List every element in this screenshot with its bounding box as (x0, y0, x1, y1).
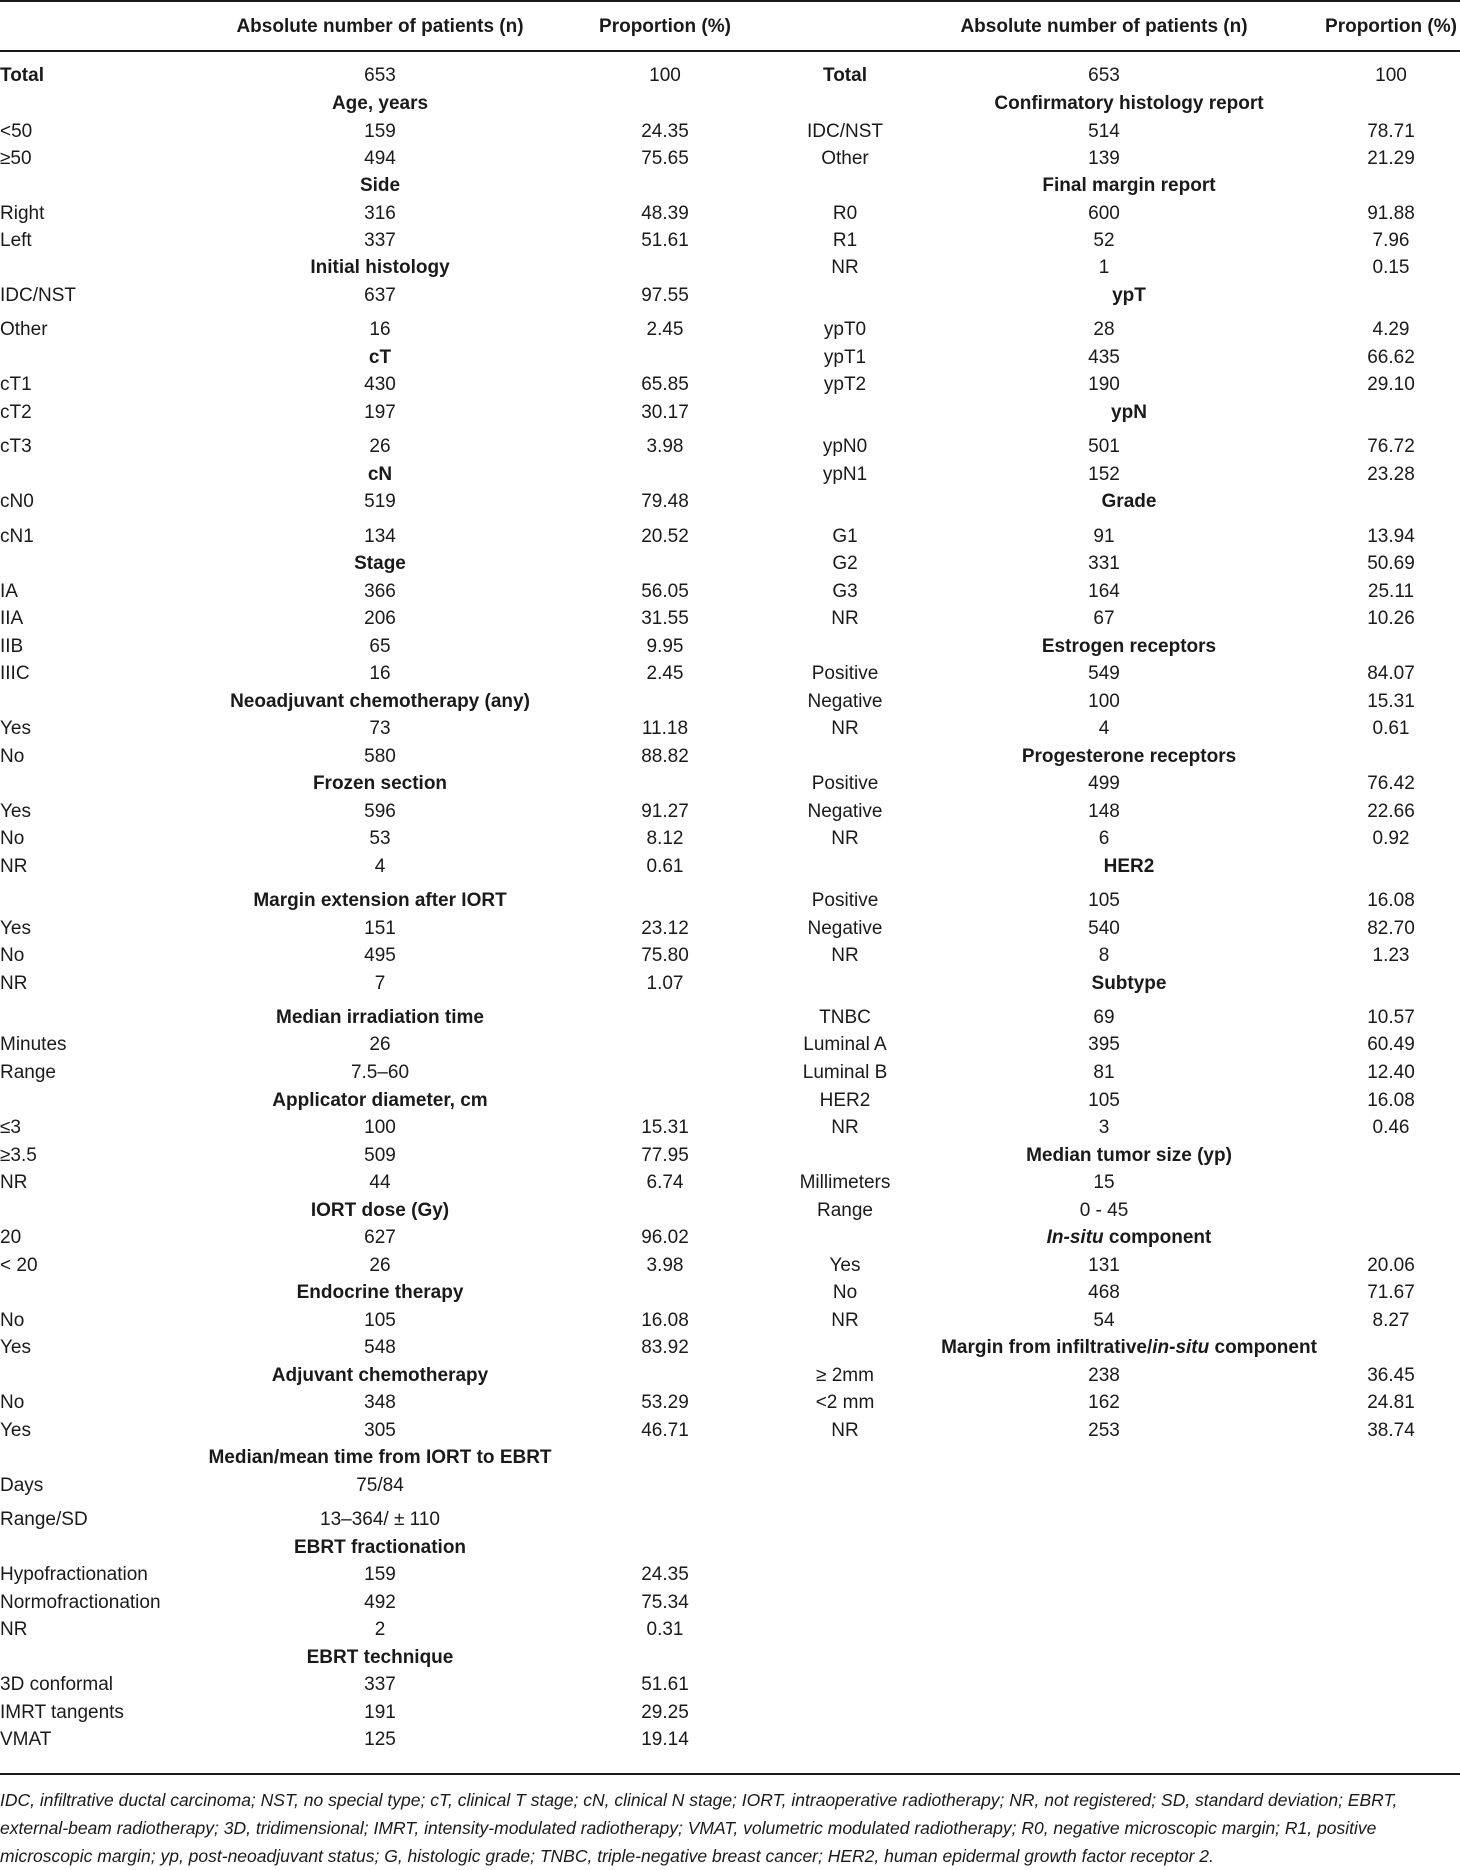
left-row-count: 65 (369, 636, 391, 657)
right-row-label: Positive (811, 663, 879, 684)
right-row-count: 238 (1088, 1365, 1120, 1386)
left-row-proportion: 6.74 (646, 1172, 684, 1193)
right-row-proportion: 91.88 (1367, 203, 1415, 224)
right-row-proportion: 8.27 (1372, 1310, 1410, 1331)
right-row-label: No (832, 1282, 858, 1303)
right-row-label: NR (831, 718, 859, 739)
right-section-heading: ypT (1112, 285, 1146, 306)
left-row-proportion: 75.65 (641, 148, 689, 169)
left-row-label: Total (0, 65, 44, 86)
left-section-heading: Age, years (331, 93, 429, 114)
left-row-label: NR (0, 856, 28, 877)
left-row-count: 316 (364, 203, 396, 224)
right-header-proportion: Proportion (%) (1325, 16, 1457, 37)
right-row-count: 0 - 45 (1079, 1200, 1129, 1221)
left-row-proportion: 2.45 (646, 663, 684, 684)
right-row-count: 67 (1093, 608, 1115, 629)
right-row-label: Negative (807, 801, 883, 822)
left-header-count: Absolute number of patients (n) (236, 16, 524, 37)
table-bottom-rule (0, 1773, 1460, 1775)
left-row-label: No (0, 945, 25, 966)
left-row-count: 197 (364, 402, 396, 423)
table-header-rule (0, 50, 1460, 52)
right-row-label: ypT0 (823, 319, 867, 340)
right-row-proportion: 60.49 (1367, 1034, 1415, 1055)
left-row-label: NR (0, 1619, 28, 1640)
left-row-proportion: 8.12 (646, 828, 684, 849)
right-section-heading: Median tumor size (yp) (1026, 1145, 1232, 1166)
right-row-count: 540 (1088, 918, 1120, 939)
left-row-label: < 20 (0, 1255, 38, 1276)
right-section-heading: In-situ component (1046, 1227, 1212, 1248)
right-row-label: Luminal A (803, 1034, 887, 1055)
right-row-count: 653 (1088, 65, 1120, 86)
right-row-count: 331 (1088, 553, 1120, 574)
left-row-label: No (0, 746, 25, 767)
right-row-proportion: 22.66 (1367, 801, 1415, 822)
left-row-count: 348 (364, 1392, 396, 1413)
right-row-proportion: 23.28 (1367, 464, 1415, 485)
left-row-proportion: 2.45 (646, 319, 684, 340)
right-row-count: 162 (1088, 1392, 1120, 1413)
right-row-proportion: 84.07 (1367, 663, 1415, 684)
right-row-proportion: 50.69 (1367, 553, 1415, 574)
right-row-label: Positive (811, 890, 879, 911)
left-row-count: 26 (369, 436, 391, 457)
right-row-label: ypN0 (822, 436, 868, 457)
right-row-label: NR (831, 257, 859, 278)
left-row-proportion: 24.35 (641, 1564, 689, 1585)
right-row-label: NR (831, 1420, 859, 1441)
left-row-count: 2 (374, 1619, 386, 1640)
left-section-heading: IORT dose (Gy) (310, 1200, 450, 1221)
left-row-count: 75/84 (356, 1475, 404, 1496)
left-row-label: Other (0, 319, 48, 340)
right-row-proportion: 10.26 (1367, 608, 1415, 629)
left-row-proportion: 56.05 (641, 581, 689, 602)
left-row-label: ≥50 (0, 148, 32, 169)
right-row-label: Millimeters (799, 1172, 891, 1193)
left-row-label: 3D conformal (0, 1674, 113, 1695)
right-row-proportion: 16.08 (1367, 890, 1415, 911)
left-row-label: Left (0, 230, 32, 251)
right-row-proportion: 0.61 (1372, 718, 1410, 739)
right-section-heading: Confirmatory histology report (994, 93, 1264, 114)
right-row-proportion: 12.40 (1367, 1062, 1415, 1083)
right-row-label: IDC/NST (807, 121, 883, 142)
left-row-label: IDC/NST (0, 285, 76, 306)
left-row-proportion: 30.17 (641, 402, 689, 423)
left-row-label: IIIC (0, 663, 30, 684)
left-row-label: Yes (0, 1420, 31, 1441)
left-row-label: ≥3.5 (0, 1145, 37, 1166)
left-section-heading: Neoadjuvant chemotherapy (any) (230, 691, 530, 712)
left-section-heading: Endocrine therapy (296, 1282, 464, 1303)
left-row-label: cT3 (0, 436, 32, 457)
left-row-count: 580 (364, 746, 396, 767)
right-row-count: 91 (1093, 526, 1115, 547)
right-row-count: 1 (1098, 257, 1110, 278)
left-row-proportion: 46.71 (641, 1420, 689, 1441)
right-row-proportion: 82.70 (1367, 918, 1415, 939)
right-section-heading: Grade (1101, 491, 1157, 512)
right-row-label: Positive (811, 773, 879, 794)
left-row-label: <50 (0, 121, 33, 142)
left-row-label: Yes (0, 801, 31, 822)
left-row-label: IIB (0, 636, 24, 657)
left-section-heading: Median/mean time from IORT to EBRT (208, 1447, 552, 1468)
right-row-label: Negative (807, 691, 883, 712)
right-row-proportion: 0.15 (1372, 257, 1410, 278)
right-row-proportion: 24.81 (1367, 1392, 1415, 1413)
right-row-label: G1 (832, 526, 858, 547)
right-row-label: NR (831, 945, 859, 966)
right-row-label: ypN1 (822, 464, 868, 485)
left-row-label: Hypofractionation (0, 1564, 148, 1585)
right-row-proportion: 25.11 (1367, 581, 1415, 602)
left-section-heading: cT (368, 347, 392, 368)
left-row-proportion: 9.95 (646, 636, 684, 657)
left-row-label: No (0, 1392, 25, 1413)
left-row-label: IIA (0, 608, 24, 629)
left-row-label: cN1 (0, 526, 34, 547)
left-row-label: Minutes (0, 1034, 67, 1055)
right-section-heading: Estrogen receptors (1041, 636, 1217, 657)
left-row-label: cT2 (0, 402, 32, 423)
right-row-count: 395 (1088, 1034, 1120, 1055)
right-row-count: 6 (1098, 828, 1110, 849)
left-row-count: 7 (374, 973, 386, 994)
table-footnote: IDC, infiltrative ductal carcinoma; NST, no special type; cT, clinical T stage; cN, clinical N stage; IORT, intraoperative radiotherapy; NR, not registered; SD, standard deviation; EBRT, external-beam radiotherapy; 3D, tridimensional; IMRT, intensity-modulated radiotherapy; VMAT, volumetric modulated radiotherapy; R0, negative microscopic margin; R1, positive microscopic margin; yp, post-neoadjuvant status; G, histologic grade; TNBC, triple-negative breast cancer; HER2, human epidermal growth factor receptor 2. (0, 1790, 1398, 1866)
right-row-label: <2 mm (815, 1392, 875, 1413)
left-section-heading: Side (359, 175, 401, 196)
right-row-label: HER2 (819, 1090, 871, 1111)
left-section-heading: Applicator diameter, cm (272, 1090, 488, 1111)
right-row-label: NR (831, 608, 859, 629)
table-top-rule (0, 0, 1460, 2)
left-row-count: 100 (364, 1117, 396, 1138)
left-row-count: 13–364/ ± 110 (320, 1509, 440, 1530)
left-row-count: 495 (364, 945, 396, 966)
left-row-proportion: 0.31 (646, 1619, 684, 1640)
left-row-label: ≤3 (0, 1117, 21, 1138)
right-row-proportion: 20.06 (1367, 1255, 1415, 1276)
left-row-proportion: 20.52 (641, 526, 689, 547)
right-header-count: Absolute number of patients (n) (960, 16, 1248, 37)
right-row-count: 52 (1093, 230, 1115, 251)
right-row-count: 435 (1088, 347, 1120, 368)
right-section-heading: Final margin report (1042, 175, 1216, 196)
left-row-label: Normofractionation (0, 1592, 161, 1613)
left-row-label: Yes (0, 918, 31, 939)
right-row-proportion: 100 (1375, 65, 1407, 86)
left-row-label: cT1 (0, 374, 32, 395)
right-row-count: 501 (1088, 436, 1120, 457)
left-row-count: 125 (364, 1729, 396, 1750)
left-row-count: 653 (364, 65, 396, 86)
left-row-count: 7.5–60 (350, 1062, 410, 1083)
left-section-heading: EBRT technique (306, 1647, 454, 1668)
left-row-count: 366 (364, 581, 396, 602)
left-row-label: No (0, 1310, 25, 1331)
left-row-count: 637 (364, 285, 396, 306)
right-row-count: 190 (1088, 374, 1120, 395)
left-row-proportion: 19.14 (641, 1729, 689, 1750)
left-row-count: 16 (369, 319, 391, 340)
left-section-heading: Median irradiation time (276, 1007, 484, 1028)
left-row-count: 206 (364, 608, 396, 629)
right-row-count: 148 (1088, 801, 1120, 822)
left-row-proportion: 91.27 (641, 801, 689, 822)
right-row-count: 100 (1088, 691, 1120, 712)
left-row-count: 305 (364, 1420, 396, 1441)
right-row-label: NR (831, 1310, 859, 1331)
right-row-count: 105 (1088, 1090, 1120, 1111)
right-row-proportion: 36.45 (1367, 1365, 1415, 1386)
left-row-proportion: 96.02 (641, 1227, 689, 1248)
left-row-proportion: 31.55 (641, 608, 689, 629)
left-row-count: 151 (364, 918, 396, 939)
left-row-proportion: 77.95 (641, 1145, 689, 1166)
right-row-proportion: 1.23 (1372, 945, 1410, 966)
left-row-proportion: 3.98 (646, 1255, 684, 1276)
left-row-count: 596 (364, 801, 396, 822)
left-row-count: 4 (374, 856, 386, 877)
left-row-label: Range/SD (0, 1509, 88, 1530)
left-row-label: 20 (0, 1227, 22, 1248)
right-row-proportion: 4.29 (1372, 319, 1410, 340)
left-row-proportion: 75.80 (641, 945, 689, 966)
right-row-count: 139 (1088, 148, 1120, 169)
right-row-label: Yes (829, 1255, 861, 1276)
left-row-count: 53 (369, 828, 391, 849)
left-row-label: NR (0, 1172, 28, 1193)
left-row-count: 191 (364, 1702, 396, 1723)
right-row-label: Negative (807, 918, 883, 939)
right-row-count: 549 (1088, 663, 1120, 684)
left-row-label: IMRT tangents (0, 1702, 124, 1723)
right-row-count: 3 (1098, 1117, 1110, 1138)
right-row-count: 54 (1093, 1310, 1115, 1331)
left-row-label: cN0 (0, 491, 34, 512)
right-row-proportion: 29.10 (1367, 374, 1415, 395)
right-row-count: 105 (1088, 890, 1120, 911)
left-row-proportion: 24.35 (641, 121, 689, 142)
left-row-proportion: 75.34 (641, 1592, 689, 1613)
left-row-count: 627 (364, 1227, 396, 1248)
right-row-proportion: 13.94 (1367, 526, 1415, 547)
right-row-label: NR (831, 1117, 859, 1138)
right-row-label: Luminal B (802, 1062, 888, 1083)
right-row-count: 15 (1093, 1172, 1115, 1193)
left-row-count: 159 (364, 1564, 396, 1585)
right-row-label: Other (821, 148, 869, 169)
left-row-count: 16 (369, 663, 391, 684)
left-row-proportion: 1.07 (646, 973, 684, 994)
right-row-label: ypT2 (823, 374, 867, 395)
left-row-count: 430 (364, 374, 396, 395)
left-row-proportion: 11.18 (641, 718, 689, 739)
right-row-count: 131 (1088, 1255, 1120, 1276)
right-row-proportion: 0.46 (1372, 1117, 1410, 1138)
right-row-label: Range (817, 1200, 873, 1221)
left-row-proportion: 53.29 (641, 1392, 689, 1413)
right-section-heading: ypN (1111, 402, 1147, 423)
left-row-label: Days (0, 1475, 44, 1496)
left-section-heading: EBRT fractionation (293, 1537, 467, 1558)
right-row-label: G2 (832, 553, 858, 574)
left-row-count: 494 (364, 148, 396, 169)
left-section-heading: Margin extension after IORT (253, 890, 507, 911)
left-row-count: 159 (364, 121, 396, 142)
right-row-proportion: 38.74 (1367, 1420, 1415, 1441)
right-row-count: 152 (1088, 464, 1120, 485)
left-row-label: Yes (0, 718, 31, 739)
right-row-proportion: 76.72 (1367, 436, 1415, 457)
right-section-heading: Margin from infiltrative/in-situ component (941, 1337, 1317, 1358)
left-header-proportion: Proportion (%) (599, 16, 731, 37)
right-row-count: 499 (1088, 773, 1120, 794)
right-row-count: 253 (1088, 1420, 1120, 1441)
left-row-proportion: 97.55 (641, 285, 689, 306)
left-row-label: No (0, 828, 25, 849)
left-row-proportion: 79.48 (641, 491, 689, 512)
left-row-count: 73 (369, 718, 391, 739)
right-row-proportion: 0.92 (1372, 828, 1410, 849)
right-row-label: ≥ 2mm (816, 1365, 874, 1386)
right-row-label: NR (831, 828, 859, 849)
right-row-label: TNBC (819, 1007, 871, 1028)
left-row-label: Yes (0, 1337, 31, 1358)
left-row-proportion: 48.39 (641, 203, 689, 224)
left-section-heading: Adjuvant chemotherapy (271, 1365, 489, 1386)
right-row-proportion: 10.57 (1367, 1007, 1415, 1028)
left-row-proportion: 83.92 (641, 1337, 689, 1358)
right-row-count: 4 (1098, 718, 1110, 739)
left-section-heading: cN (367, 464, 393, 485)
left-row-proportion: 51.61 (641, 230, 689, 251)
left-row-count: 519 (364, 491, 396, 512)
left-row-count: 44 (369, 1172, 391, 1193)
right-row-label: Total (823, 65, 867, 86)
left-row-count: 337 (364, 1674, 396, 1695)
right-section-heading: Subtype (1091, 973, 1167, 994)
right-row-proportion: 66.62 (1367, 347, 1415, 368)
left-row-count: 26 (369, 1255, 391, 1276)
right-row-proportion: 76.42 (1367, 773, 1415, 794)
right-section-heading: HER2 (1103, 856, 1155, 877)
left-row-count: 105 (364, 1310, 396, 1331)
left-row-label: IA (0, 581, 18, 602)
left-row-count: 26 (369, 1034, 391, 1055)
right-row-count: 164 (1088, 581, 1120, 602)
left-row-proportion: 100 (649, 65, 681, 86)
right-row-count: 28 (1093, 319, 1115, 340)
left-row-proportion: 3.98 (646, 436, 684, 457)
left-row-label: NR (0, 973, 28, 994)
left-row-count: 337 (364, 230, 396, 251)
right-section-heading: Progesterone receptors (1021, 746, 1237, 767)
left-row-label: Range (0, 1062, 56, 1083)
left-section-heading: Stage (354, 553, 406, 574)
right-row-label: R1 (832, 230, 858, 251)
right-row-proportion: 21.29 (1367, 148, 1415, 169)
left-row-label: VMAT (0, 1729, 52, 1750)
left-section-heading: Frozen section (312, 773, 448, 794)
right-row-count: 468 (1088, 1282, 1120, 1303)
right-row-count: 81 (1093, 1062, 1115, 1083)
right-row-proportion: 71.67 (1367, 1282, 1415, 1303)
right-row-label: G3 (832, 581, 858, 602)
left-row-proportion: 88.82 (641, 746, 689, 767)
left-row-label: Right (0, 203, 45, 224)
right-row-label: ypT1 (823, 347, 867, 368)
right-row-label: R0 (832, 203, 858, 224)
left-row-count: 492 (364, 1592, 396, 1613)
left-row-proportion: 0.61 (646, 856, 684, 877)
left-row-proportion: 65.85 (641, 374, 689, 395)
left-row-proportion: 29.25 (641, 1702, 689, 1723)
left-row-count: 509 (364, 1145, 396, 1166)
right-row-proportion: 7.96 (1372, 230, 1410, 251)
right-row-proportion: 78.71 (1367, 121, 1415, 142)
right-row-count: 69 (1093, 1007, 1115, 1028)
left-row-proportion: 15.31 (641, 1117, 689, 1138)
left-section-heading: Initial histology (310, 257, 450, 278)
left-row-count: 134 (364, 526, 396, 547)
right-row-count: 8 (1098, 945, 1110, 966)
left-row-proportion: 16.08 (641, 1310, 689, 1331)
left-row-proportion: 51.61 (641, 1674, 689, 1695)
right-row-proportion: 16.08 (1367, 1090, 1415, 1111)
left-row-count: 548 (364, 1337, 396, 1358)
right-row-count: 514 (1088, 121, 1120, 142)
right-row-proportion: 15.31 (1367, 691, 1415, 712)
left-row-proportion: 23.12 (641, 918, 689, 939)
right-row-count: 600 (1088, 203, 1120, 224)
